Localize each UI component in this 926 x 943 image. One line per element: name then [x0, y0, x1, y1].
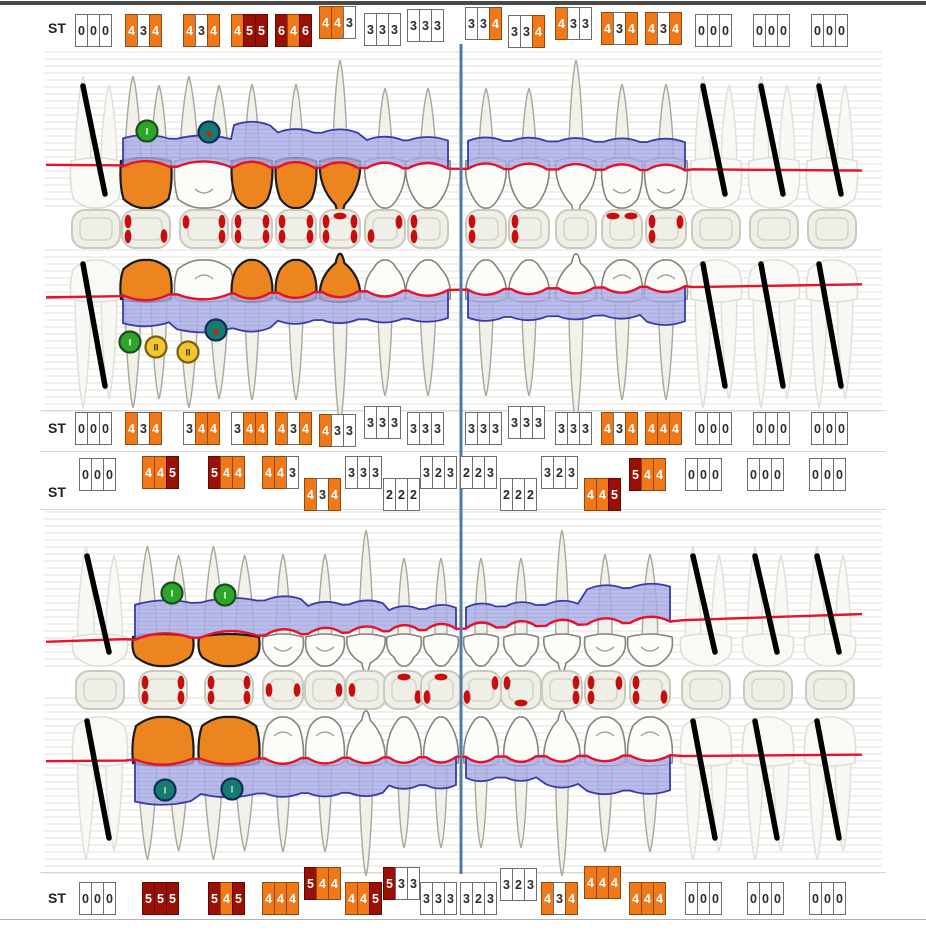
furcation-grade: I — [163, 785, 167, 796]
st-group-lower-lingual-tooth-45 — [263, 882, 299, 915]
st-value-cell[interactable]: 0 — [75, 14, 88, 47]
st-value-cell[interactable]: 3 — [388, 406, 401, 439]
st-value-cell[interactable]: 3 — [388, 13, 401, 46]
st-value-cell[interactable]: 4 — [625, 12, 638, 45]
st-group-lower-lingual-tooth-43 — [346, 882, 382, 915]
st-group-lower-buccal-tooth-48 — [80, 458, 116, 491]
st-group-lower-lingual-tooth-34 — [585, 866, 621, 899]
st-value-cell[interactable]: 4 — [345, 882, 358, 915]
st-value-cell[interactable]: 4 — [299, 412, 312, 445]
st-value-cell[interactable]: 3 — [484, 882, 497, 915]
st-value-cell[interactable]: 4 — [584, 478, 597, 511]
st-value-cell[interactable]: 3 — [419, 9, 432, 42]
st-value-cell[interactable]: 3 — [407, 9, 420, 42]
st-value-cell[interactable]: 0 — [811, 14, 824, 47]
st-value-cell[interactable]: 0 — [811, 412, 824, 445]
st-value-cell[interactable]: 0 — [777, 412, 790, 445]
st-value-cell[interactable]: 3 — [376, 13, 389, 46]
st-value-cell[interactable]: 4 — [645, 12, 658, 45]
st-group-lower-lingual-tooth-48 — [80, 882, 116, 915]
st-value-cell[interactable]: 3 — [432, 882, 445, 915]
st-value-cell[interactable]: 3 — [364, 13, 377, 46]
st-value-cell[interactable]: 0 — [833, 458, 846, 491]
st-group-upper-buccal-tooth-26 — [696, 14, 732, 47]
st-row-label: ST — [48, 20, 66, 36]
st-group-lower-buccal-tooth-43 — [346, 456, 382, 489]
st-value-cell[interactable]: 2 — [500, 478, 513, 511]
furcation-grade: I — [145, 126, 149, 137]
st-value-cell[interactable]: 0 — [709, 458, 722, 491]
st-group-lower-lingual-tooth-36 — [686, 882, 722, 915]
st-value-cell[interactable]: 3 — [286, 456, 299, 489]
st-value-cell[interactable]: 0 — [719, 412, 732, 445]
st-value-cell[interactable]: 3 — [565, 456, 578, 489]
st-value-cell[interactable]: 3 — [376, 406, 389, 439]
st-value-cell[interactable]: 0 — [833, 882, 846, 915]
st-value-cell[interactable]: 3 — [567, 7, 580, 40]
st-value-cell[interactable]: 0 — [821, 458, 834, 491]
st-group-upper-palatal-tooth-14 — [276, 412, 312, 445]
st-group-upper-palatal-tooth-22 — [509, 406, 545, 439]
furcation-grade: I — [223, 590, 227, 601]
st-group-upper-buccal-tooth-27 — [754, 14, 790, 47]
st-group-lower-buccal-tooth-45 — [263, 456, 299, 489]
st-group-lower-lingual-tooth-44 — [305, 867, 341, 900]
st-value-cell[interactable]: 3 — [369, 456, 382, 489]
st-value-cell[interactable]: 4 — [328, 478, 341, 511]
st-value-cell[interactable]: 5 — [232, 882, 245, 915]
st-value-cell[interactable]: 0 — [79, 458, 92, 491]
st-value-cell[interactable]: 3 — [500, 868, 513, 901]
st-group-upper-buccal-tooth-13 — [320, 6, 356, 39]
st-group-upper-palatal-tooth-13 — [320, 414, 356, 447]
st-value-cell[interactable]: 3 — [345, 456, 358, 489]
st-value-cell[interactable]: 2 — [524, 478, 537, 511]
st-value-cell[interactable]: 0 — [771, 882, 784, 915]
st-group-lower-buccal-tooth-31 — [461, 456, 497, 489]
st-group-lower-buccal-tooth-33 — [542, 456, 578, 489]
st-group-upper-buccal-tooth-18 — [76, 14, 112, 47]
st-value-cell[interactable]: 4 — [275, 412, 288, 445]
st-row-label: ST — [48, 420, 66, 436]
st-value-cell[interactable]: 4 — [262, 882, 275, 915]
st-value-cell[interactable]: 4 — [142, 456, 155, 489]
st-value-cell[interactable]: 0 — [809, 458, 822, 491]
st-group-upper-palatal-tooth-17 — [126, 412, 162, 445]
furcation-grade: I — [128, 337, 132, 348]
st-value-cell[interactable]: 4 — [541, 882, 554, 915]
st-group-lower-lingual-tooth-47 — [143, 882, 179, 915]
st-group-upper-buccal-tooth-21 — [466, 7, 502, 40]
st-value-cell[interactable]: 4 — [286, 882, 299, 915]
st-value-cell[interactable]: 4 — [601, 12, 614, 45]
st-group-upper-palatal-tooth-27 — [754, 412, 790, 445]
st-group-upper-buccal-tooth-11 — [408, 9, 444, 42]
st-value-cell[interactable]: 0 — [697, 882, 710, 915]
st-value-cell[interactable]: 4 — [555, 7, 568, 40]
st-group-upper-palatal-tooth-15 — [232, 412, 268, 445]
st-value-cell[interactable]: 4 — [596, 478, 609, 511]
st-value-cell[interactable]: 5 — [304, 867, 317, 900]
st-value-cell[interactable]: 4 — [645, 412, 658, 445]
st-group-upper-buccal-tooth-17 — [126, 14, 162, 47]
st-value-cell[interactable]: 4 — [304, 478, 317, 511]
st-value-cell[interactable]: 0 — [695, 14, 708, 47]
st-group-upper-palatal-tooth-21 — [466, 412, 502, 445]
st-group-lower-buccal-tooth-36 — [686, 458, 722, 491]
st-value-cell[interactable]: 2 — [512, 868, 525, 901]
st-value-cell[interactable]: 0 — [103, 458, 116, 491]
st-value-cell[interactable]: 4 — [565, 882, 578, 915]
st-group-upper-palatal-tooth-12 — [365, 406, 401, 439]
st-row-label: ST — [48, 484, 66, 500]
st-value-cell[interactable]: 0 — [777, 14, 790, 47]
st-value-cell[interactable]: 0 — [695, 412, 708, 445]
st-value-cell[interactable]: 2 — [383, 478, 396, 511]
st-value-cell[interactable]: 5 — [369, 882, 382, 915]
st-group-lower-buccal-tooth-38 — [810, 458, 846, 491]
st-value-cell[interactable]: 4 — [653, 458, 666, 491]
st-group-upper-palatal-tooth-26 — [696, 412, 732, 445]
st-value-cell[interactable]: 5 — [166, 456, 179, 489]
st-value-cell[interactable]: 4 — [669, 412, 682, 445]
st-value-cell[interactable]: 0 — [823, 412, 836, 445]
st-value-cell[interactable]: 3 — [553, 882, 566, 915]
st-value-cell[interactable]: 4 — [154, 456, 167, 489]
st-value-cell[interactable]: 4 — [489, 7, 502, 40]
st-value-cell[interactable]: 3 — [524, 868, 537, 901]
st-group-upper-palatal-tooth-11 — [408, 412, 444, 445]
st-value-cell[interactable]: 4 — [357, 882, 370, 915]
st-value-cell[interactable]: 0 — [747, 882, 760, 915]
st-value-cell[interactable]: 3 — [431, 9, 444, 42]
st-value-cell[interactable]: 2 — [472, 882, 485, 915]
st-value-cell[interactable]: 2 — [472, 456, 485, 489]
st-group-upper-palatal-tooth-23 — [556, 412, 592, 445]
st-value-cell[interactable]: 5 — [208, 456, 221, 489]
st-group-lower-buccal-tooth-42 — [384, 478, 420, 511]
st-group-lower-buccal-tooth-46 — [209, 456, 245, 489]
st-value-cell[interactable]: 0 — [747, 458, 760, 491]
st-value-cell[interactable]: 4 — [149, 14, 162, 47]
st-value-cell[interactable]: 3 — [477, 7, 490, 40]
st-value-cell[interactable]: 4 — [657, 412, 670, 445]
st-group-upper-buccal-tooth-16 — [184, 14, 220, 47]
furcation-grade: II — [185, 347, 191, 358]
st-value-cell[interactable]: 0 — [79, 882, 92, 915]
st-value-cell[interactable]: 4 — [532, 15, 545, 48]
st-value-cell[interactable]: 5 — [166, 882, 179, 915]
st-value-cell[interactable]: 5 — [608, 478, 621, 511]
st-value-cell[interactable]: 0 — [835, 14, 848, 47]
st-value-cell[interactable]: 4 — [328, 867, 341, 900]
st-value-cell[interactable]: 4 — [232, 456, 245, 489]
st-value-cell[interactable]: 3 — [195, 14, 208, 47]
st-value-cell[interactable]: 3 — [420, 456, 433, 489]
st-value-cell[interactable]: 4 — [596, 866, 609, 899]
st-value-cell[interactable]: 4 — [319, 414, 332, 447]
st-value-cell[interactable]: 6 — [299, 14, 312, 47]
st-value-cell[interactable]: 3 — [395, 867, 408, 900]
st-value-cell[interactable]: 0 — [809, 882, 822, 915]
st-value-cell[interactable]: 4 — [608, 866, 621, 899]
st-group-upper-palatal-tooth-16 — [184, 412, 220, 445]
st-value-cell[interactable]: 0 — [765, 14, 778, 47]
st-group-upper-palatal-tooth-24 — [602, 412, 638, 445]
st-value-cell[interactable]: 0 — [707, 14, 720, 47]
st-group-lower-buccal-tooth-44 — [305, 478, 341, 511]
st-value-cell[interactable]: 3 — [137, 412, 150, 445]
st-group-lower-lingual-tooth-32 — [501, 868, 537, 901]
st-group-lower-lingual-tooth-37 — [748, 882, 784, 915]
st-value-cell[interactable]: 0 — [697, 458, 710, 491]
st-value-cell[interactable]: 3 — [357, 456, 370, 489]
st-value-cell[interactable]: 6 — [275, 14, 288, 47]
st-value-cell[interactable]: 4 — [653, 882, 666, 915]
st-value-cell[interactable]: 4 — [274, 456, 287, 489]
furcation-grade: II — [153, 342, 159, 353]
st-group-upper-buccal-tooth-23 — [556, 7, 592, 40]
st-value-cell[interactable]: 3 — [364, 406, 377, 439]
st-value-cell[interactable]: 4 — [195, 412, 208, 445]
st-group-lower-lingual-tooth-35 — [630, 882, 666, 915]
st-value-cell[interactable]: 0 — [103, 882, 116, 915]
st-value-cell[interactable]: 3 — [419, 412, 432, 445]
st-value-cell[interactable]: 0 — [99, 412, 112, 445]
st-value-cell[interactable]: 3 — [541, 456, 554, 489]
st-value-cell[interactable]: 5 — [255, 14, 268, 47]
st-value-cell[interactable]: 3 — [231, 412, 244, 445]
st-value-cell[interactable]: 4 — [319, 6, 332, 39]
st-value-cell[interactable]: 4 — [207, 14, 220, 47]
st-value-cell[interactable]: 0 — [99, 14, 112, 47]
st-value-cell[interactable]: 5 — [243, 14, 256, 47]
st-value-cell[interactable]: 4 — [207, 412, 220, 445]
st-value-cell[interactable]: 0 — [823, 14, 836, 47]
st-value-cell[interactable]: 3 — [420, 882, 433, 915]
st-value-cell[interactable]: 4 — [255, 412, 268, 445]
st-value-cell[interactable]: 0 — [685, 882, 698, 915]
st-value-cell[interactable]: 4 — [669, 12, 682, 45]
st-value-cell[interactable]: 2 — [460, 456, 473, 489]
st-value-cell[interactable]: 4 — [641, 882, 654, 915]
st-group-lower-buccal-tooth-41 — [421, 456, 457, 489]
st-value-cell[interactable]: 4 — [125, 14, 138, 47]
st-group-upper-buccal-tooth-25 — [646, 12, 682, 45]
st-value-cell[interactable]: 4 — [220, 882, 233, 915]
st-value-cell[interactable]: 3 — [520, 406, 533, 439]
st-value-cell[interactable]: 4 — [231, 14, 244, 47]
st-value-cell[interactable]: 3 — [465, 7, 478, 40]
st-group-upper-palatal-tooth-25 — [646, 412, 682, 445]
st-group-upper-buccal-tooth-24 — [602, 12, 638, 45]
st-group-lower-buccal-tooth-35 — [630, 458, 666, 491]
st-value-cell[interactable]: 3 — [579, 7, 592, 40]
st-group-upper-palatal-tooth-18 — [76, 412, 112, 445]
st-value-cell[interactable]: 3 — [343, 414, 356, 447]
st-group-lower-buccal-tooth-47 — [143, 456, 179, 489]
st-value-cell[interactable]: 3 — [444, 456, 457, 489]
st-value-cell[interactable]: 3 — [555, 412, 568, 445]
st-value-cell[interactable]: 3 — [657, 12, 670, 45]
st-value-cell[interactable]: 3 — [477, 412, 490, 445]
furcation-grade: I — [170, 588, 174, 599]
st-group-lower-lingual-tooth-42 — [384, 867, 420, 900]
st-value-cell[interactable]: 4 — [629, 882, 642, 915]
st-group-upper-buccal-tooth-15 — [232, 14, 268, 47]
st-value-cell[interactable]: 0 — [765, 412, 778, 445]
st-value-cell[interactable]: 3 — [613, 412, 626, 445]
st-value-cell[interactable]: 3 — [331, 414, 344, 447]
st-value-cell[interactable]: 3 — [183, 412, 196, 445]
st-value-cell[interactable]: 0 — [707, 412, 720, 445]
st-value-cell[interactable]: 2 — [395, 478, 408, 511]
st-value-cell[interactable]: 0 — [709, 882, 722, 915]
st-value-cell[interactable]: 4 — [316, 867, 329, 900]
st-value-cell[interactable]: 4 — [262, 456, 275, 489]
st-value-cell[interactable]: 3 — [579, 412, 592, 445]
st-value-cell[interactable]: 4 — [641, 458, 654, 491]
st-value-cell[interactable]: 0 — [87, 412, 100, 445]
st-group-upper-buccal-tooth-22 — [509, 15, 545, 48]
st-value-cell[interactable]: 3 — [567, 412, 580, 445]
st-value-cell[interactable]: 3 — [343, 6, 356, 39]
st-value-cell[interactable]: 4 — [625, 412, 638, 445]
st-value-cell[interactable]: 5 — [629, 458, 642, 491]
st-value-cell[interactable]: 0 — [87, 14, 100, 47]
st-value-cell[interactable]: 3 — [465, 412, 478, 445]
st-value-cell[interactable]: 5 — [383, 867, 396, 900]
st-value-cell[interactable]: 4 — [183, 14, 196, 47]
st-value-cell[interactable]: 0 — [821, 882, 834, 915]
st-value-cell[interactable]: 3 — [520, 15, 533, 48]
st-value-cell[interactable]: 4 — [331, 6, 344, 39]
st-value-cell[interactable]: 3 — [287, 412, 300, 445]
st-value-cell[interactable]: 4 — [274, 882, 287, 915]
st-value-cell[interactable]: 3 — [508, 15, 521, 48]
st-value-cell[interactable]: 0 — [685, 458, 698, 491]
st-value-cell[interactable]: 5 — [142, 882, 155, 915]
st-value-cell[interactable]: 0 — [719, 14, 732, 47]
st-value-cell[interactable]: 3 — [532, 406, 545, 439]
st-value-cell[interactable]: 3 — [316, 478, 329, 511]
st-group-upper-buccal-tooth-14 — [276, 14, 312, 47]
st-group-lower-lingual-tooth-31 — [461, 882, 497, 915]
st-value-cell[interactable]: 2 — [512, 478, 525, 511]
furcation-grade: I — [230, 784, 234, 795]
st-value-cell[interactable]: 4 — [149, 412, 162, 445]
st-value-cell[interactable]: 3 — [407, 412, 420, 445]
st-group-lower-lingual-tooth-38 — [810, 882, 846, 915]
bottom-border — [0, 919, 926, 920]
st-value-cell[interactable]: 2 — [432, 456, 445, 489]
st-group-lower-buccal-tooth-34 — [585, 478, 621, 511]
st-value-cell[interactable]: 5 — [154, 882, 167, 915]
st-value-cell[interactable]: 4 — [601, 412, 614, 445]
st-value-cell[interactable]: 3 — [484, 456, 497, 489]
st-group-upper-buccal-tooth-12 — [365, 13, 401, 46]
st-group-lower-lingual-tooth-33 — [542, 882, 578, 915]
st-group-lower-lingual-tooth-41 — [421, 882, 457, 915]
st-group-upper-palatal-tooth-28 — [812, 412, 848, 445]
st-row-label: ST — [48, 890, 66, 906]
st-value-cell[interactable]: 5 — [208, 882, 221, 915]
st-value-cell[interactable]: 0 — [753, 412, 766, 445]
st-value-cell[interactable]: 4 — [287, 14, 300, 47]
st-value-cell[interactable]: 3 — [407, 867, 420, 900]
st-group-upper-buccal-tooth-28 — [812, 14, 848, 47]
st-value-cell[interactable]: 2 — [407, 478, 420, 511]
st-value-cell[interactable]: 3 — [508, 406, 521, 439]
st-value-cell[interactable]: 0 — [91, 882, 104, 915]
st-value-cell[interactable]: 4 — [243, 412, 256, 445]
st-value-cell[interactable]: 3 — [460, 882, 473, 915]
st-group-lower-lingual-tooth-46 — [209, 882, 245, 915]
st-value-cell[interactable]: 0 — [753, 14, 766, 47]
st-group-lower-buccal-tooth-32 — [501, 478, 537, 511]
st-value-cell[interactable]: 0 — [759, 882, 772, 915]
st-value-cell[interactable]: 3 — [489, 412, 502, 445]
st-value-cell[interactable]: 0 — [91, 458, 104, 491]
st-value-cell[interactable]: 3 — [431, 412, 444, 445]
st-value-cell[interactable]: 4 — [125, 412, 138, 445]
st-value-cell[interactable]: 0 — [759, 458, 772, 491]
st-value-cell[interactable]: 3 — [444, 882, 457, 915]
st-value-cell[interactable]: 4 — [220, 456, 233, 489]
st-value-cell[interactable]: 4 — [584, 866, 597, 899]
st-value-cell[interactable]: 3 — [613, 12, 626, 45]
st-value-cell[interactable]: 0 — [771, 458, 784, 491]
st-value-cell[interactable]: 3 — [137, 14, 150, 47]
st-value-cell[interactable]: 2 — [553, 456, 566, 489]
st-value-cell[interactable]: 0 — [75, 412, 88, 445]
st-group-lower-buccal-tooth-37 — [748, 458, 784, 491]
st-value-cell[interactable]: 0 — [835, 412, 848, 445]
